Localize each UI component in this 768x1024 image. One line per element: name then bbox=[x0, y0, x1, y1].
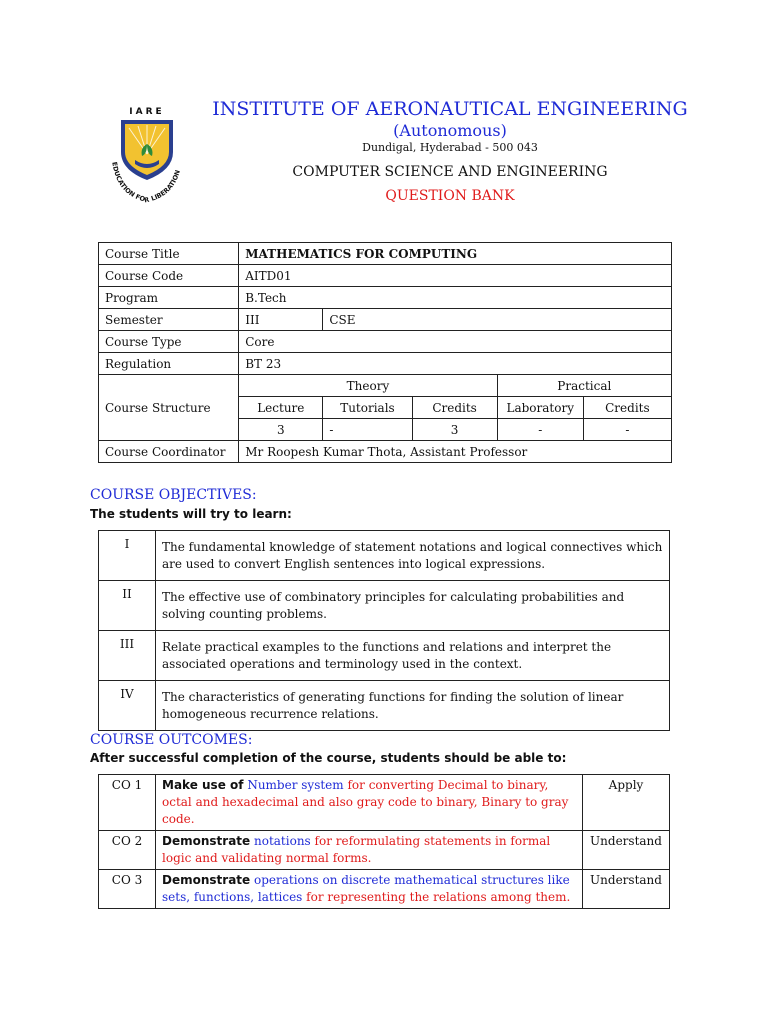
credits-header: Credits bbox=[412, 397, 497, 419]
practical-credits-header: Credits bbox=[583, 397, 671, 419]
objective-text: The fundamental knowledge of statement notations and logical connectives which are used to convert English sentences into logical expressions. bbox=[156, 531, 670, 581]
outcome-row bbox=[99, 831, 670, 870]
outcomes-heading: COURSE OUTCOMES: bbox=[90, 732, 253, 748]
institute-logo bbox=[104, 104, 190, 204]
theory-header: Theory bbox=[239, 375, 497, 397]
outcome-verb: Demonstrate bbox=[162, 834, 251, 848]
practical-credits-value: - bbox=[583, 419, 671, 441]
outcome-topic: Number system bbox=[247, 778, 344, 792]
tutorials-header: Tutorials bbox=[323, 397, 412, 419]
objective-text: Relate practical examples to the functions and relations and interpret the associated operations and terminology used in the context. bbox=[156, 631, 670, 681]
objective-number: II bbox=[99, 581, 156, 631]
outcome-id: CO 3 bbox=[99, 870, 156, 909]
outcomes-table bbox=[98, 774, 670, 909]
course-title-value: MATHEMATICS FOR COMPUTING bbox=[239, 243, 672, 265]
coordinator-label: Course Coordinator bbox=[99, 441, 239, 463]
outcome-topic: notations bbox=[254, 834, 311, 848]
lecture-header: Lecture bbox=[239, 397, 323, 419]
row-semester bbox=[99, 309, 672, 331]
course-structure-label: Course Structure bbox=[99, 375, 239, 441]
laboratory-value: - bbox=[497, 419, 583, 441]
objectives-table bbox=[98, 530, 670, 731]
credits-value: 3 bbox=[412, 419, 497, 441]
row-program bbox=[99, 287, 672, 309]
department-name: COMPUTER SCIENCE AND ENGINEERING bbox=[292, 164, 608, 180]
row-structure-groups bbox=[99, 375, 672, 397]
course-code-value: AITD01 bbox=[239, 265, 672, 287]
row-course-code bbox=[99, 265, 672, 287]
objectives-heading: COURSE OBJECTIVES: bbox=[90, 487, 257, 503]
row-regulation bbox=[99, 353, 672, 375]
regulation-label: Regulation bbox=[99, 353, 239, 375]
outcome-level: Understand bbox=[583, 870, 670, 909]
objective-row bbox=[99, 681, 670, 731]
course-info-table bbox=[98, 242, 672, 463]
program-value: B.Tech bbox=[239, 287, 672, 309]
outcome-text bbox=[156, 775, 583, 831]
logo-emblem-icon bbox=[104, 104, 190, 204]
objective-number: IV bbox=[99, 681, 156, 731]
laboratory-header: Laboratory bbox=[497, 397, 583, 419]
institute-name: INSTITUTE OF AERONAUTICAL ENGINEERING bbox=[212, 98, 688, 120]
outcome-verb: Make use of bbox=[162, 778, 244, 792]
outcome-topic: operations on discrete mathematical structures like sets, functions, lattices bbox=[162, 873, 570, 904]
outcome-id: CO 1 bbox=[99, 775, 156, 831]
objective-text: The effective use of combinatory principles for calculating probabilities and solving counting problems. bbox=[156, 581, 670, 631]
course-type-label: Course Type bbox=[99, 331, 239, 353]
objective-row bbox=[99, 581, 670, 631]
row-coordinator bbox=[99, 441, 672, 463]
objective-number: III bbox=[99, 631, 156, 681]
row-course-type bbox=[99, 331, 672, 353]
objectives-subheading: The students will try to learn: bbox=[90, 507, 292, 521]
outcome-text bbox=[156, 831, 583, 870]
course-title-label: Course Title bbox=[99, 243, 239, 265]
outcome-level: Apply bbox=[583, 775, 670, 831]
institute-address: Dundigal, Hyderabad - 500 043 bbox=[362, 141, 538, 154]
tutorials-value: - bbox=[323, 419, 412, 441]
semester-label: Semester bbox=[99, 309, 239, 331]
course-code-label: Course Code bbox=[99, 265, 239, 287]
regulation-value: BT 23 bbox=[239, 353, 672, 375]
outcome-level: Understand bbox=[583, 831, 670, 870]
objective-number: I bbox=[99, 531, 156, 581]
outcome-row bbox=[99, 775, 670, 831]
objective-text: The characteristics of generating functions for finding the solution of linear homogeneous recurrence relations. bbox=[156, 681, 670, 731]
program-label: Program bbox=[99, 287, 239, 309]
outcome-row bbox=[99, 870, 670, 909]
lecture-value: 3 bbox=[239, 419, 323, 441]
practical-header: Practical bbox=[497, 375, 671, 397]
outcome-text bbox=[156, 870, 583, 909]
course-type-value: Core bbox=[239, 331, 672, 353]
logo-letters: IARE bbox=[129, 107, 165, 117]
coordinator-value: Mr Roopesh Kumar Thota, Assistant Professor bbox=[239, 441, 672, 463]
outcome-purpose: for representing the relations among them. bbox=[306, 890, 571, 904]
autonomous-label: (Autonomous) bbox=[393, 121, 507, 140]
document-type: QUESTION BANK bbox=[385, 188, 515, 204]
objective-row bbox=[99, 631, 670, 681]
objective-row bbox=[99, 531, 670, 581]
logo-motto: EDUCATION FOR LIBERATION bbox=[110, 161, 182, 204]
outcome-purpose: for converting Decimal to binary, octal and hexadecimal and also gray code to binary, Binary to gray code. bbox=[162, 778, 569, 826]
semester-value: III bbox=[239, 309, 323, 331]
outcome-id: CO 2 bbox=[99, 831, 156, 870]
row-course-title bbox=[99, 243, 672, 265]
outcome-verb: Demonstrate bbox=[162, 873, 251, 887]
branch-value: CSE bbox=[323, 309, 672, 331]
outcomes-subheading: After successful completion of the course, students should be able to: bbox=[90, 751, 567, 765]
outcome-purpose: for reformulating statements in formal logic and validating normal forms. bbox=[162, 834, 551, 865]
